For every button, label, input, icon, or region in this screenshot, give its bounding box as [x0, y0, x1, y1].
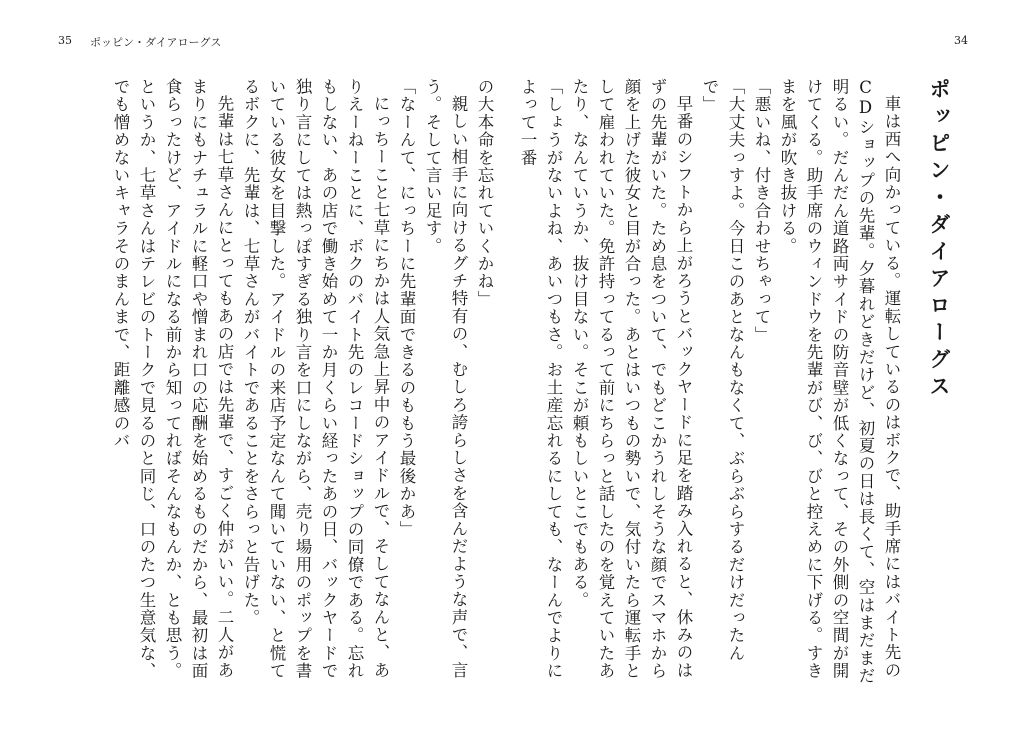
- chapter-title: ポッピン・ダイアローグス: [927, 78, 951, 402]
- paragraph: 「悪いね、付き合わせちゃって」: [752, 78, 771, 344]
- paragraph: 親しい相手に向けるグチ特有の、むしろ誇らしさを含んだような声で、言う。そして言い足す。: [423, 78, 468, 679]
- paragraph: 「なーんて、にっちーに先輩面できるのももう最後かあ」: [397, 78, 416, 539]
- paragraph: 「しょうがないよね、あいつもさ。お土産忘れるにしても、なーんでよりによって一番: [518, 78, 563, 680]
- paragraph: 早番のシフトから上がろうとバックヤードに足を踏み入れると、休みのはずの先輩がいた。ため息をついて、でもどこかうれしそうな顔でスマホから顔を上げた彼女と目が合った。あとはいつもの勢いで、気付いたら運転手として雇われていた。免許持ってるって前にちらっと話したのを覚えていたあたり、なんていうか、抜け目ない。そこが頼もしいとこでもある。: [570, 78, 693, 680]
- right-page-number: 34: [954, 34, 968, 47]
- running-title: ポッピン・ダイアローグス: [90, 36, 222, 49]
- paragraph: 車は西へ向かっている。運転しているのはボクで、助手席にはバイト先のCDショップの先輩。夕暮れどきだけど、初夏の日は長くて、空はまだまだ明るい。だんだん道路両サイドの防音壁が低くなって、その外側の空間が開けてくる。助手席のウィンドウを先輩がび、び、びと控えめに下げる。すきまを風が吹き抜ける。: [778, 78, 901, 685]
- left-page-text: [37, 78, 497, 688]
- paragraph: にっちーこと七草にちかは人気急上昇中のアイドルで、そしてなんと、ありえーねーことに、ボクのバイト先のレコードショップの同僚である。忘れもしない、あの店で働き始めて一か月くらい経ったあの日、バックヤードで独り言にしては熱っぽすぎる独り言を口にしながら、売り場用のポップを書いている彼女を目撃した。アイドルの来店予定なんて聞いていない、と慌てるボクに、先輩は、七草さんがバイトであることをさらっと告げた。: [241, 78, 390, 680]
- left-page-number: 35: [58, 34, 72, 47]
- paragraph: 「大丈夫っすよ。今日このあとなんもなくて、ぶらぶらするだけだったんで」: [700, 78, 745, 663]
- paragraph: の大本命を忘れていくかね」: [475, 78, 494, 309]
- right-page-text: [518, 78, 952, 688]
- paragraph: 先輩は七草さんにとってもあの店では先輩で、すごく仲がいい。二人があまりにもナチュラルに軽口や憎まれ口の応酬を始めるものだから、最初は面食らったけど、アイドルになる前から知ってればそんなもんか、とも思う。というか、七草さんはテレビのトークで見るのと同じ、口のたつ生意気な、でも憎めないキャラそのまんまで、距離感のバ: [111, 78, 234, 680]
